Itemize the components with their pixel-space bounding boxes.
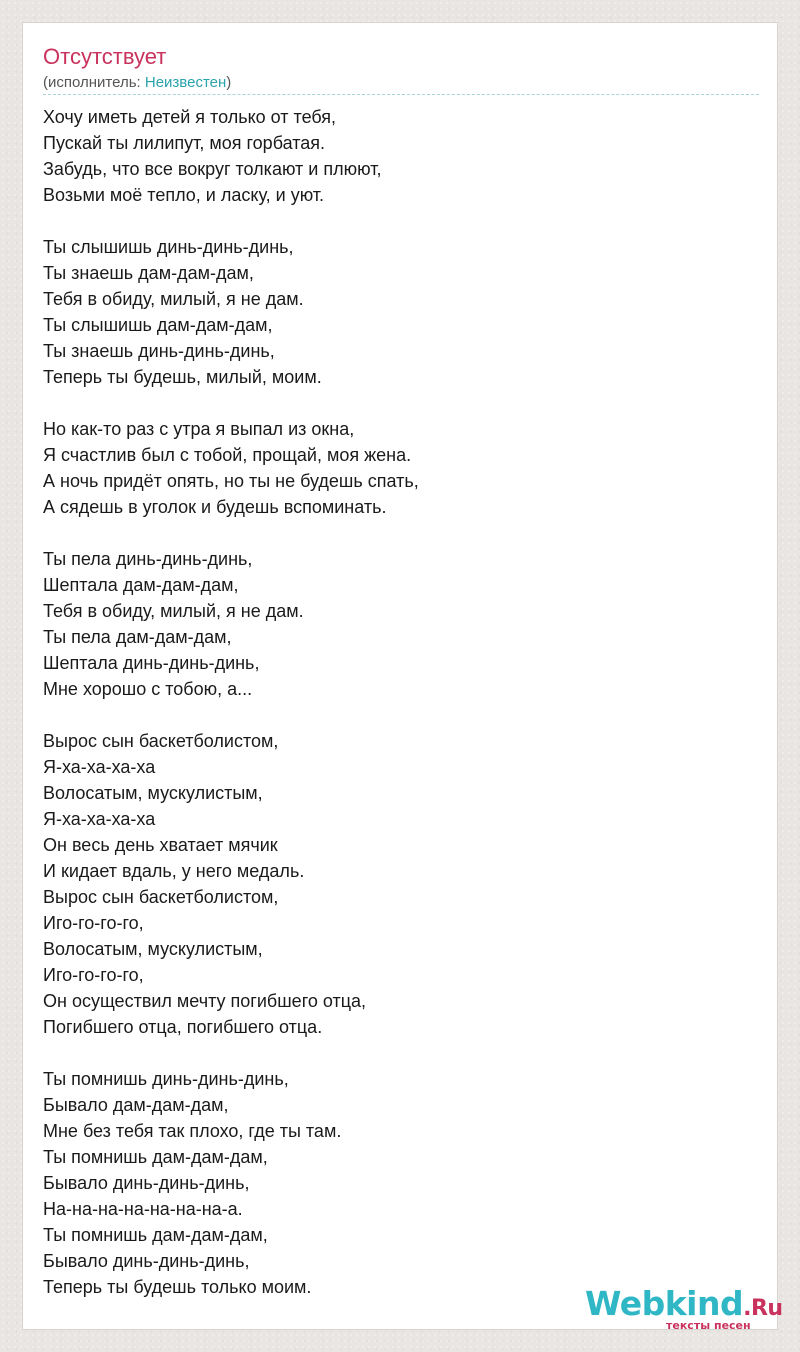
lyric-line: Тебя в обиду, милый, я не дам. [43, 601, 304, 621]
lyrics-stanza [43, 728, 759, 1040]
lyric-line: Я-ха-ха-ха-ха [43, 809, 156, 829]
lyric-line: Ты знаешь динь-динь-динь, [43, 341, 275, 361]
artist-suffix: ) [226, 74, 232, 91]
lyric-line: Возьми моё тепло, и ласку, и уют. [43, 185, 325, 205]
lyrics-stanza [43, 104, 759, 208]
lyrics-body [43, 104, 759, 1326]
title-divider [43, 94, 759, 95]
lyric-line: Теперь ты будешь только моим. [43, 1277, 312, 1297]
lyric-line: Ты помнишь дам-дам-дам, [43, 1225, 268, 1245]
lyric-line: Мне хорошо с тобою, а... [43, 679, 253, 699]
lyric-line: Бывало дам-дам-дам, [43, 1095, 229, 1115]
lyric-line: Ты слышишь дам-дам-дам, [43, 315, 273, 335]
lyric-line: Шептала дам-дам-дам, [43, 575, 239, 595]
lyric-line: Вырос сын баскетболистом, [43, 887, 279, 907]
lyric-line: Вырос сын баскетболистом, [43, 731, 279, 751]
webkind-logo[interactable] [585, 1284, 785, 1334]
logo-tld: .Ru [743, 1296, 783, 1321]
lyric-line: Шептала динь-динь-динь, [43, 653, 260, 673]
lyric-line: Но как-то раз с утра я выпал из окна, [43, 419, 355, 439]
lyric-line: Ты пела дам-дам-дам, [43, 627, 232, 647]
lyric-line: На-на-на-на-на-на-на-а. [43, 1199, 243, 1219]
lyric-line: Погибшего отца, погибшего отца. [43, 1017, 323, 1037]
lyric-line: Бывало динь-динь-динь, [43, 1251, 250, 1271]
lyric-line: Хочу иметь детей я только от тебя, [43, 107, 337, 127]
lyric-line: Ты пела динь-динь-динь, [43, 549, 253, 569]
song-title: Отсутствует [43, 44, 167, 69]
lyric-line: Ты слышишь динь-динь-динь, [43, 237, 294, 257]
lyric-line: Он осуществил мечту погибшего отца, [43, 991, 367, 1011]
lyric-line: Я счастлив был с тобой, прощай, моя жена. [43, 445, 412, 465]
lyrics-card [22, 22, 783, 1332]
lyric-line: Пускай ты лилипут, моя горбатая. [43, 133, 326, 153]
lyric-line: Ты помнишь дам-дам-дам, [43, 1147, 268, 1167]
lyrics-stanza [43, 546, 759, 702]
lyric-line: А ночь придёт опять, но ты не будешь спать, [43, 471, 419, 491]
lyric-line: А сядешь в уголок и будешь вспоминать. [43, 497, 387, 517]
lyric-line: Мне без тебя так плохо, где ты там. [43, 1121, 342, 1141]
lyric-line: Забудь, что все вокруг толкают и плюют, [43, 159, 382, 179]
artist-link[interactable]: Неизвестен [144, 74, 227, 91]
lyric-line: Волосатым, мускулистым, [43, 783, 263, 803]
lyric-line: Я-ха-ха-ха-ха [43, 757, 156, 777]
lyrics-stanza [43, 416, 759, 520]
logo-main-text: Webkind [585, 1284, 744, 1323]
lyric-line: Тебя в обиду, милый, я не дам. [43, 289, 304, 309]
lyric-line: Волосатым, мускулистым, [43, 939, 263, 959]
lyrics-stanza [43, 1066, 759, 1300]
lyric-line: Он весь день хватает мячик [43, 835, 278, 855]
lyric-line: Иго-го-го-го, [43, 913, 144, 933]
lyric-line: Теперь ты будешь, милый, моим. [43, 367, 322, 387]
lyric-line: Ты знаешь дам-дам-дам, [43, 263, 254, 283]
artist-prefix: (исполнитель: [43, 74, 145, 91]
lyric-line: Бывало динь-динь-динь, [43, 1173, 250, 1193]
lyric-line: Иго-го-го-го, [43, 965, 144, 985]
lyric-line: Ты помнишь динь-динь-динь, [43, 1069, 289, 1089]
logo-tagline: тексты песен [666, 1319, 751, 1332]
lyric-line: И кидает вдаль, у него медаль. [43, 861, 305, 881]
artist-line [43, 73, 231, 93]
lyrics-stanza [43, 234, 759, 390]
